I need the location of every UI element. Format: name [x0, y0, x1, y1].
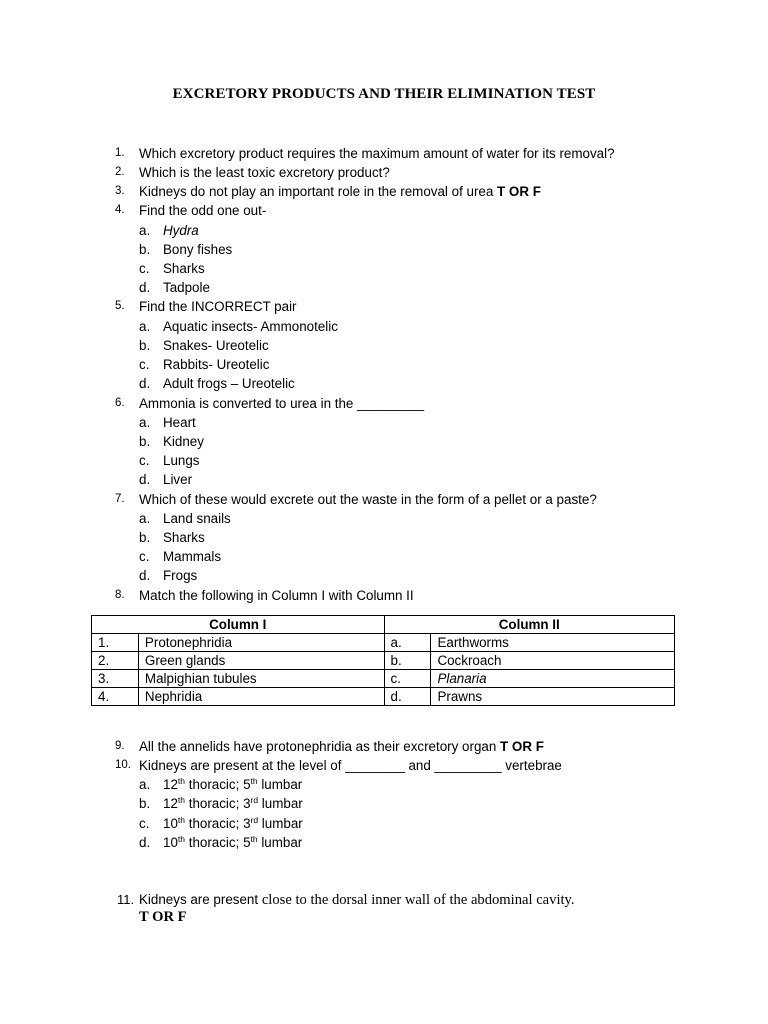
true-false-marker: T OR F: [497, 184, 541, 199]
row-number: 3.: [92, 670, 139, 688]
option-letter: c.: [139, 357, 150, 372]
option-letter: b.: [139, 796, 151, 811]
option-text: Frogs: [163, 568, 198, 583]
question-text: Which of these would excrete out the waste in the form of a pellet or a paste?: [139, 492, 597, 507]
option-text: [163, 794, 303, 813]
column-2-cell: Planaria: [431, 670, 675, 688]
question-number: 8.: [115, 589, 125, 601]
question-body: Kidneys do not play an important role in the removal of urea: [139, 184, 498, 199]
table-header-row: [92, 616, 675, 634]
question-number: 1.: [115, 147, 125, 159]
option-letter: a.: [139, 319, 151, 334]
row-letter: c.: [384, 670, 431, 688]
column-1-cell: Malpighian tubules: [138, 670, 384, 688]
question-number: 5.: [115, 300, 125, 312]
row-letter: a.: [384, 634, 431, 652]
column-1-cell: Nephridia: [138, 688, 384, 706]
option-text: Hydra: [163, 223, 199, 238]
option-text: Adult frogs – Ureotelic: [163, 376, 295, 391]
ordinal-suffix: th: [177, 834, 185, 844]
ordinal-suffix: th: [177, 815, 185, 825]
ordinal-suffix: th: [250, 776, 258, 786]
question-text: Find the INCORRECT pair: [139, 299, 297, 314]
option-letter: c.: [139, 261, 150, 276]
question-number: 7.: [115, 493, 125, 505]
true-false-text: T OR F: [139, 909, 187, 925]
option-text: Snakes- Ureotelic: [163, 338, 269, 353]
option-letter: d.: [139, 280, 151, 295]
ordinal-suffix: rd: [250, 795, 259, 805]
option-letter: b.: [139, 242, 151, 257]
question-number: 9.: [115, 740, 125, 752]
question-number: 10.: [115, 759, 131, 771]
column-2-cell: Earthworms: [431, 634, 675, 652]
question-text: [139, 890, 575, 910]
column-2-cell: Prawns: [431, 688, 675, 706]
text: lumbar: [257, 835, 303, 850]
true-false-marker: T OR F: [500, 739, 544, 754]
question-number: 6.: [115, 397, 125, 409]
table-row: [92, 652, 675, 670]
option-text: Bony fishes: [163, 242, 233, 257]
option-text: [163, 775, 302, 794]
option-text: Rabbits- Ureotelic: [163, 357, 270, 372]
question-body: Kidneys are present: [139, 892, 262, 907]
question-number: 2.: [115, 166, 125, 178]
option-text: [163, 833, 302, 852]
option-text: [163, 814, 303, 833]
table-row: [92, 688, 675, 706]
option-text: Tadpole: [163, 280, 210, 295]
number: 12: [163, 777, 178, 792]
number: 10: [163, 816, 178, 831]
option-text: Sharks: [163, 530, 205, 545]
question-body-serif: close to the dorsal inner wall of the abdominal cavity.: [261, 892, 575, 908]
question-body: All the annelids have protonephridia as their excretory organ: [139, 739, 501, 754]
column-header-1: Column I: [92, 616, 385, 634]
text: lumbar: [258, 796, 303, 811]
option-letter: d.: [139, 835, 151, 850]
option-letter: d.: [139, 472, 151, 487]
ordinal-suffix: th: [177, 776, 185, 786]
option-text: Land snails: [163, 511, 231, 526]
option-text: Kidney: [163, 434, 204, 449]
text: thoracic;: [185, 835, 244, 850]
page-title: EXCRETORY PRODUCTS AND THEIR ELIMINATION TEST: [172, 86, 596, 102]
option-letter: a.: [139, 511, 151, 526]
option-letter: b.: [139, 530, 151, 545]
row-letter: d.: [384, 688, 431, 706]
row-number: 2.: [92, 652, 139, 670]
question-number: 11.: [117, 892, 135, 907]
question-text: [139, 737, 544, 756]
row-number: 4.: [92, 688, 139, 706]
ordinal-suffix: rd: [250, 815, 259, 825]
number: 12: [163, 796, 178, 811]
option-letter: a.: [139, 777, 151, 792]
row-letter: b.: [384, 652, 431, 670]
ordinal-suffix: th: [177, 795, 185, 805]
text: thoracic;: [185, 777, 244, 792]
option-letter: c.: [139, 816, 150, 831]
option-letter: a.: [139, 223, 151, 238]
option-text: Aquatic insects- Ammonotelic: [163, 319, 338, 334]
column-1-cell: Protonephridia: [138, 634, 384, 652]
option-letter: d.: [139, 568, 151, 583]
option-letter: b.: [139, 338, 151, 353]
column-header-2: Column II: [384, 616, 674, 634]
option-text: Liver: [163, 472, 193, 487]
match-table: [91, 615, 675, 706]
text: lumbar: [258, 816, 303, 831]
option-letter: c.: [139, 549, 150, 564]
option-text: Mammals: [163, 549, 222, 564]
option-letter: c.: [139, 453, 150, 468]
text: thoracic;: [185, 816, 244, 831]
text: lumbar: [257, 777, 303, 792]
column-1-cell: Green glands: [138, 652, 384, 670]
text: thoracic;: [185, 796, 244, 811]
number: 3: [243, 796, 251, 811]
question-text: Ammonia is converted to urea in the _________: [139, 396, 425, 411]
question-text: Kidneys are present at the level of ________ and _________ vertebrae: [139, 758, 562, 773]
number: 3: [243, 816, 251, 831]
option-text: Sharks: [163, 261, 205, 276]
true-false-marker: [139, 908, 187, 927]
question-text: Find the odd one out-: [139, 203, 267, 218]
question-text: [139, 182, 541, 201]
number: 5: [243, 777, 251, 792]
question-text: Which is the least toxic excretory product?: [139, 165, 390, 180]
option-letter: a.: [139, 415, 151, 430]
option-text: Heart: [163, 415, 196, 430]
question-number: 3.: [115, 185, 125, 197]
row-number: 1.: [92, 634, 139, 652]
number: 10: [163, 835, 178, 850]
question-text: Match the following in Column I with Column II: [139, 588, 414, 603]
question-text: Which excretory product requires the maximum amount of water for its removal?: [139, 146, 615, 161]
option-letter: b.: [139, 434, 151, 449]
column-2-cell: Cockroach: [431, 652, 675, 670]
table-row: [92, 670, 675, 688]
option-text: Lungs: [163, 453, 200, 468]
option-letter: d.: [139, 376, 151, 391]
table-row: [92, 634, 675, 652]
ordinal-suffix: th: [250, 834, 258, 844]
question-number: 4.: [115, 204, 125, 216]
number: 5: [243, 835, 251, 850]
